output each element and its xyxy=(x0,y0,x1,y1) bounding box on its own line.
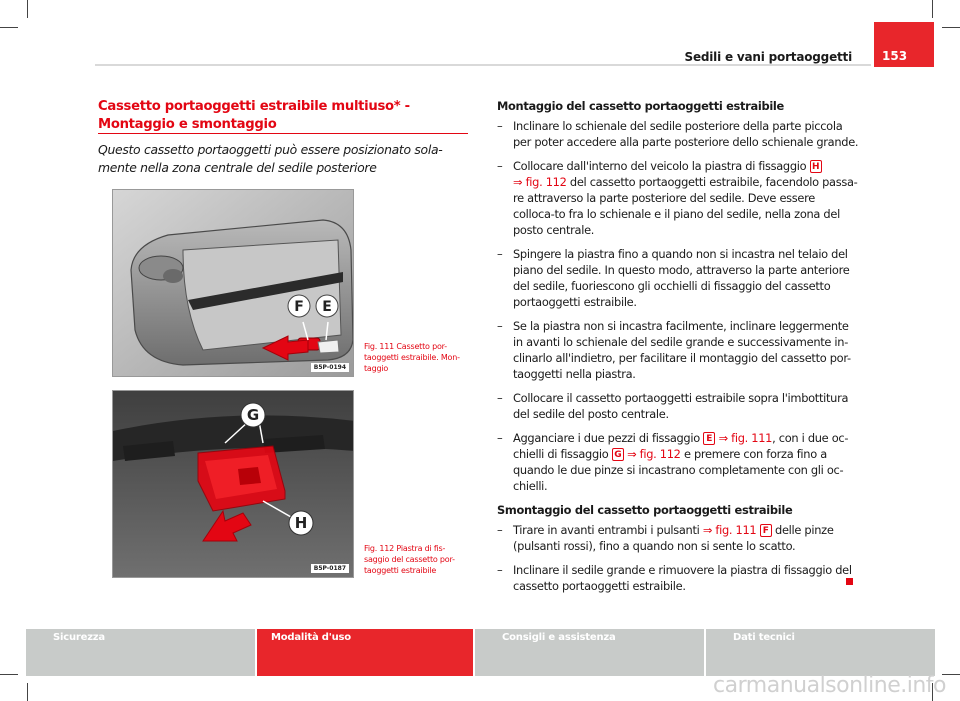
nav-tab-modalita-uso[interactable]: Modalità d'uso xyxy=(257,629,473,676)
instructions-column xyxy=(497,98,859,602)
unmount-step xyxy=(497,522,859,554)
figure-link[interactable]: ⇒ fig. 111 xyxy=(718,431,773,445)
mount-step xyxy=(497,318,859,382)
step-text: Tirare in avanti entrambi i pulsanti xyxy=(513,523,703,537)
figure-code: B5P-0187 xyxy=(311,564,349,573)
label-badge-g: G xyxy=(612,448,624,461)
callout-h: H xyxy=(294,514,308,532)
chapter-nav xyxy=(26,629,935,676)
mount-step xyxy=(497,390,859,422)
nav-tab-consigli-assistenza[interactable]: Consigli e assistenza xyxy=(475,629,704,676)
step-text: Spingere la piastra fino a quando non si incastra nel telaio del piano del sedile. In questo modo, attraverso la parte anteriore del sedile, fuoriescono gli occhielli di fissaggio del cassetto portaoggetti estraibile. xyxy=(513,247,850,309)
storage-box-illustration xyxy=(113,190,354,377)
step-text: Inclinare lo schienale del sedile posteriore della parte piccola per poter accedere alla parte posteriore dello schienale grande. xyxy=(513,119,859,149)
mount-step xyxy=(497,430,859,494)
figure-111 xyxy=(112,189,354,377)
unmount-heading: Smontaggio del cassetto portaoggetti estraibile xyxy=(497,503,793,517)
crop-mark xyxy=(932,0,933,18)
section-rule xyxy=(98,133,468,134)
nav-tab-dati-tecnici[interactable]: Dati tecnici xyxy=(706,629,935,676)
step-text: delle pinze (pulsanti rossi), fino a quando non si sente lo scatto. xyxy=(513,523,834,553)
mount-step xyxy=(497,118,859,150)
fixing-plate-illustration xyxy=(113,391,354,578)
section-intro: Questo cassetto portaoggetti può essere posizionato sola-mente nella zona centrale del sedile posteriore xyxy=(98,142,443,175)
watermark: carmanualsonline.info xyxy=(713,673,946,698)
figure-link[interactable]: ⇒ fig. 112 xyxy=(513,175,567,189)
mount-step xyxy=(497,158,859,238)
nav-tab-sicurezza[interactable]: Sicurezza xyxy=(26,629,255,676)
step-text: , con i due oc-chielli di fissaggio xyxy=(513,431,849,461)
mount-heading: Montaggio del cassetto portaoggetti estraibile xyxy=(497,99,784,113)
step-text: e premere con forza fino a quando le due pinze si incastrano completamente con gli oc-chielli. xyxy=(513,447,844,493)
step-text: Inclinare il sedile grande e rimuovere la piastra di fissaggio del cassetto portaoggetti estraibile. xyxy=(513,563,852,593)
header-section-title: Sedili e vani portaoggetti xyxy=(684,50,852,64)
figure-112 xyxy=(112,390,354,578)
crop-mark xyxy=(27,683,28,701)
step-text: del cassetto portaoggetti estraibile, facendolo passa-re attraverso la parte posteriore del sedile. Deve essere colloca-to fra lo schienale e il piano del sedile, nella zona del posto centrale. xyxy=(513,175,858,237)
unmount-step xyxy=(497,562,859,594)
callout-g: G xyxy=(246,406,260,424)
page-number: 153 xyxy=(882,49,908,63)
figure-link[interactable]: ⇒ fig. 111 xyxy=(702,523,757,537)
step-text: Collocare dall'interno del veicolo la piastra di fissaggio xyxy=(513,159,810,173)
label-badge-f: F xyxy=(760,524,772,537)
step-text: Collocare il cassetto portaoggetti estraibile sopra l'imbottitura del sedile del posto centrale. xyxy=(513,391,849,421)
label-badge-e: E xyxy=(703,432,715,445)
step-text: Agganciare i due pezzi di fissaggio xyxy=(513,431,704,445)
figure-link[interactable]: ⇒ fig. 112 xyxy=(627,447,681,461)
crop-mark xyxy=(0,27,18,28)
figure-caption: Fig. 112 Piastra di fis-saggio del cassetto por-taoggetti estraibile xyxy=(364,544,455,575)
callout-f: F xyxy=(294,299,304,315)
label-badge-h: H xyxy=(810,160,822,173)
figure-code: B5P-0194 xyxy=(311,363,349,372)
step-text: Se la piastra non si incastra facilmente, inclinare leggermente in avanti lo schienale del sedile grande e successivamente in-clinarlo all'indietro, per facilitare il montaggio del cassetto por-taoggetti nella piastra. xyxy=(513,319,851,381)
figure-caption: Fig. 111 Cassetto por-taoggetti estraibile. Mon-taggio xyxy=(364,342,460,373)
crop-mark xyxy=(942,27,960,28)
section-title: Cassetto portaoggetti estraibile multiuso* - Montaggio e smontaggio xyxy=(98,99,410,132)
crop-mark xyxy=(0,674,18,675)
header-rule xyxy=(95,64,871,66)
section-end-marker xyxy=(846,578,853,585)
crop-mark xyxy=(27,0,28,18)
mount-step xyxy=(497,246,859,310)
callout-e: E xyxy=(322,299,332,315)
